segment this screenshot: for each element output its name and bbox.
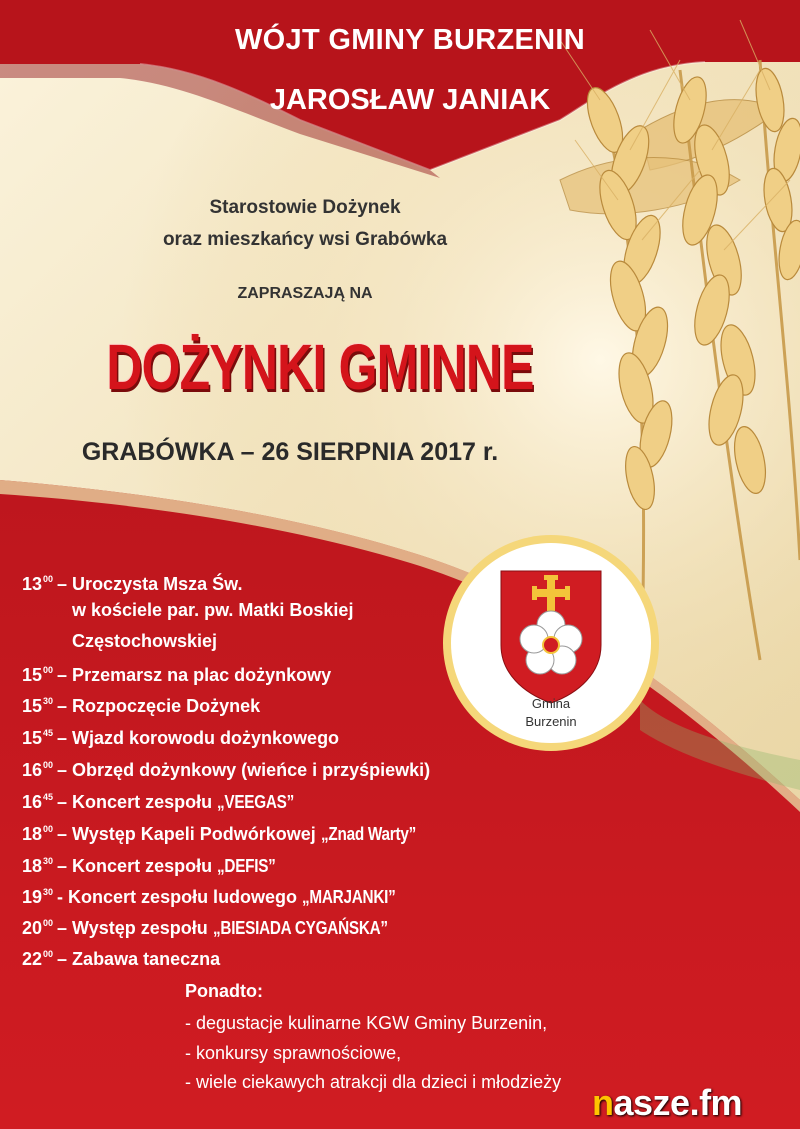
header-title: WÓJT GMINY BURZENIN [235,24,585,56]
schedule-time: 15 [22,665,43,685]
band-name: „MARJANKI” [302,887,396,907]
invitation-line-1: Starostowie Dożynek [209,197,401,218]
emblem-label: Gmina [531,696,571,711]
schedule-item [22,912,418,939]
event-title: DOŻYNKI GMINNE [106,331,534,403]
schedule-text: – Zabawa taneczna [57,949,221,969]
schedule-time-minutes: 45 [43,728,54,738]
schedule-time-minutes: 00 [43,824,54,834]
band-name: „VEEGAS” [217,792,295,812]
schedule-time: 16 [22,792,43,812]
schedule-item [22,754,430,781]
event-date: GRABÓWKA – 26 SIERPNIA 2017 r. [81,438,499,466]
schedule-text: – Rozpoczęcie Dożynek [57,696,261,716]
invitation-line-3: ZAPRASZAJĄ NA [237,285,373,302]
schedule-time-minutes: 45 [43,792,54,802]
watermark-rest: asze.fm [613,1082,743,1123]
band-name: „DEFIS” [217,856,276,876]
watermark-logo [592,1082,742,1124]
watermark-first: n [592,1082,614,1123]
header-name: JAROSŁAW JANIAK [269,84,551,116]
schedule-text: – Koncert zespołu [57,856,218,876]
schedule-time-minutes: 30 [43,856,54,866]
schedule-text: – Wjazd korowodu dożynkowego [57,728,340,748]
schedule-item [22,881,412,908]
schedule-item [22,690,260,717]
schedule-item [22,722,339,749]
schedule-time: 18 [22,824,43,844]
schedule-item [22,943,220,970]
emblem-label: Burzenin [525,714,577,729]
extras-item: - degustacje kulinarne KGW Gminy Burzenin, [185,1013,548,1033]
schedule-text: – Koncert zespołu [57,792,218,812]
schedule-time-minutes: 00 [43,918,54,928]
schedule-text: – Obrzęd dożynkowy (wieńce i przyśpiewki) [57,760,431,780]
schedule-text: – Występ zespołu [57,918,213,938]
schedule-time-minutes: 30 [43,887,54,897]
extras-item: - konkursy sprawnościowe, [185,1043,402,1063]
band-name: „BIESIADA CYGAŃSKA” [212,918,388,938]
schedule-text: – Występ Kapeli Podwórkowej [57,824,321,844]
schedule-time: 20 [22,918,43,938]
schedule-time: 22 [22,949,43,969]
extras-title: Ponadto: [185,981,263,1001]
schedule-item [22,659,331,686]
schedule-item [22,568,242,595]
invitation-line-2: oraz mieszkańcy wsi Grabówka [162,229,448,250]
schedule-time: 15 [22,728,43,748]
extras-item: - wiele ciekawych atrakcji dla dzieci i młodzieży [185,1072,562,1092]
schedule-time-minutes: 00 [43,574,54,584]
schedule-item-continuation: Częstochowskiej [72,631,218,651]
schedule-time: 13 [22,574,43,594]
schedule-text: – Uroczysta Msza Św. [57,574,243,594]
schedule-time: 16 [22,760,43,780]
schedule-item-continuation: w kościele par. pw. Matki Boskiej [72,600,354,620]
schedule-item [22,786,308,813]
schedule-text: - Koncert zespołu ludowego [57,887,303,907]
schedule-item [22,818,433,845]
schedule-text: – Przemarsz na plac dożynkowy [57,665,332,685]
schedule-item [22,850,286,877]
schedule-time: 15 [22,696,43,716]
schedule-time-minutes: 30 [43,696,54,706]
schedule-time: 19 [22,887,43,907]
band-name: „Znad Warty” [320,824,416,844]
schedule-time: 18 [22,856,43,876]
schedule-time-minutes: 00 [43,949,54,959]
schedule-time-minutes: 00 [43,760,54,770]
schedule-time-minutes: 00 [43,665,54,675]
